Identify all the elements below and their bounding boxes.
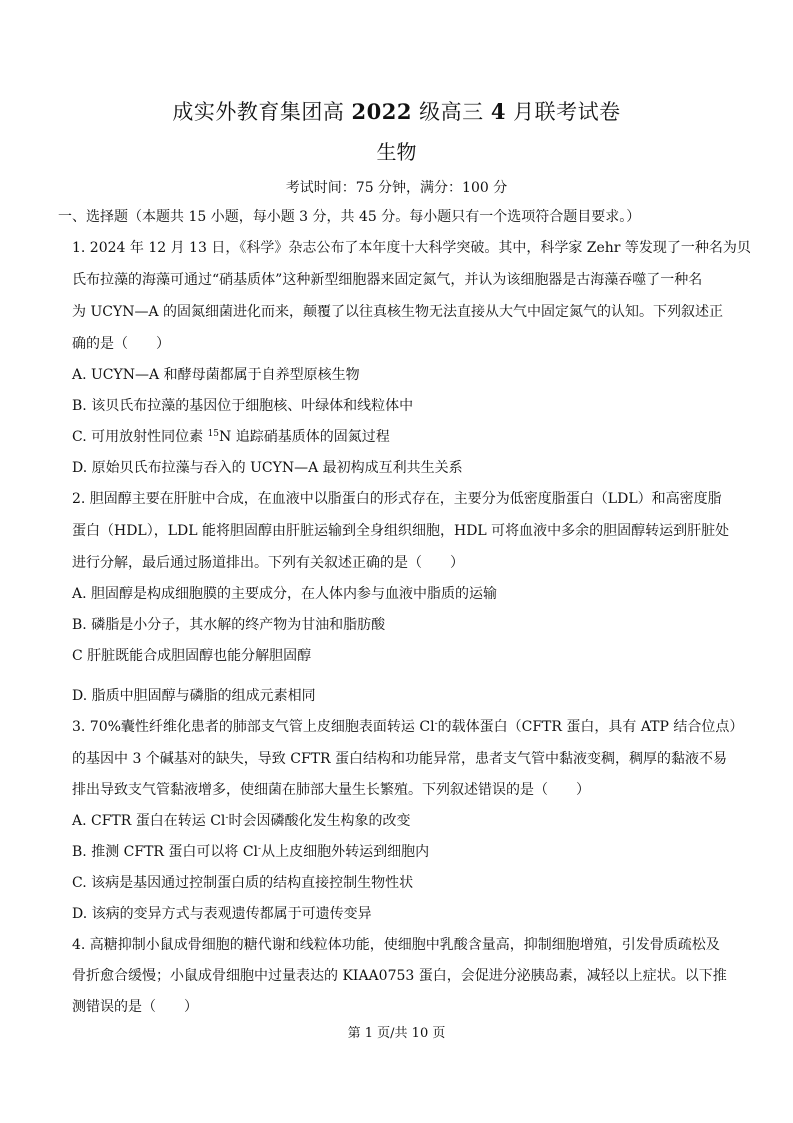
q2-option-d: D. 脂质中胆固醇与磷脂的组成元素相同	[72, 688, 316, 704]
q2-line-1: 2. 胆固醇主要在肝脏中合成，在血液中以脂蛋白的形式存在，主要分为低密度脂蛋白（LDL）和高密度脂	[72, 491, 722, 507]
q3-option-d: D. 该病的变异方式与表观遗传都属于可遗传变异	[72, 906, 372, 922]
page-footer: 第 1 页/共 10 页	[347, 1026, 446, 1041]
q3-line-2: 的基因中 3 个碱基对的缺失，导致 CFTR 蛋白结构和功能异常，患者支气管中黏液变稠，稠厚的黏液不易	[72, 751, 728, 767]
q3-line-3: 排出导致支气管黏液增多，使细菌在肺部大量生长繁殖。下列叙述错误的是（ ）	[72, 782, 590, 798]
q1-option-c-rest: N 追踪硝基质体的固氮过程	[219, 429, 390, 445]
section-heading: 一、选择题（本题共 15 小题，每小题 3 分，共 45 分。每小题只有一个选项符合题目要求。）	[58, 209, 641, 225]
title-year: 2022	[351, 99, 412, 124]
q2-option-a: A. 胆固醇是构成细胞膜的主要成分，在人体内参与血液中脂质的运输	[72, 586, 498, 602]
q1-option-d: D. 原始贝氏布拉藻与吞入的 UCYN—A 最初构成互利共生关系	[72, 460, 463, 476]
q1-option-a: A. UCYN—A 和酵母菌都属于自养型原核生物	[72, 367, 360, 383]
ion-charge-superscript: -	[434, 719, 438, 729]
q2-line-2: 蛋白（HDL），LDL 能将胆固醇由肝脏运输到全身组织细胞，HDL 可将血液中多余的胆固醇转运到肝脏处	[72, 523, 730, 539]
q3-option-c: C. 该病是基因通过控制蛋白质的结构直接控制生物性状	[72, 875, 414, 891]
q3-option-b	[72, 842, 732, 862]
q2-line-3: 进行分解，最后通过肠道排出。下列有关叙述正确的是（ ）	[72, 555, 464, 571]
q3-option-a	[72, 811, 732, 831]
q3-option-b-text: B. 推测 CFTR 蛋白可以将 Cl	[72, 844, 259, 860]
title-mid: 级高三	[411, 100, 491, 124]
q3-line-1-b: 的载体蛋白（CFTR 蛋白，具有 ATP 结合位点）	[437, 719, 744, 735]
q3-option-b-rest: 从上皮细胞外转运到细胞内	[261, 844, 430, 860]
isotope-superscript: 15	[207, 429, 220, 439]
q1-line-2: 氏布拉藻的海藻可通过“硝基质体”这种新型细胞器来固定氮气，并认为该细胞器是古海藻吞噬了一种名	[72, 272, 703, 288]
q1-line-1: 1. 2024 年 12 月 13 日，《科学》杂志公布了本年度十大科学突破。其中，科学家 Zehr 等发现了一种名为贝	[72, 240, 751, 256]
q2-option-c: C 肝脏既能合成胆固醇也能分解胆固醇	[72, 648, 312, 664]
q1-line-3: 为 UCYN—A 的固氮细菌进化而来，颠覆了以往真核生物无法直接从大气中固定氮气的认知。下列叙述正	[72, 304, 724, 320]
q4-line-1: 4. 高糖抑制小鼠成骨细胞的糖代谢和线粒体功能，使细胞中乳酸含量高，抑制细胞增殖，引发骨质疏松及	[72, 937, 720, 953]
title-prefix: 成实外教育集团高	[172, 100, 352, 124]
q1-line-4: 确的是（ ）	[72, 336, 170, 352]
q2-option-b: B. 磷脂是小分子，其水解的终产物为甘油和脂肪酸	[72, 617, 386, 633]
subject-title: 生物	[376, 140, 417, 164]
ion-charge-superscript: -	[258, 844, 262, 854]
q3-option-a-rest: 时会因磷酸化发生构象的改变	[228, 813, 411, 829]
q1-option-b: B. 该贝氏布拉藻的基因位于细胞核、叶绿体和线粒体中	[72, 398, 414, 414]
q3-line-1	[72, 717, 744, 737]
q1-option-c-text: C. 可用放射性同位素	[72, 429, 208, 445]
q3-option-a-text: A. CFTR 蛋白在转运 Cl	[72, 813, 226, 829]
q1-option-c	[72, 427, 732, 447]
q4-line-3: 测错误的是（ ）	[72, 999, 198, 1015]
title-suffix: 月联考试卷	[505, 100, 621, 124]
q3-line-1-a: 3. 70%囊性纤维化患者的肺部支气管上皮细胞表面转运 Cl	[72, 719, 435, 735]
exam-info: 考试时间：75 分钟，满分：100 分	[285, 180, 508, 196]
ion-charge-superscript: -	[225, 813, 229, 823]
page-title	[0, 96, 793, 126]
title-month: 4	[490, 99, 506, 124]
q4-line-2: 骨折愈合缓慢；小鼠成骨细胞中过量表达的 KIAA0753 蛋白，会促进分泌胰岛素，减轻以上症状。以下推	[72, 968, 727, 984]
